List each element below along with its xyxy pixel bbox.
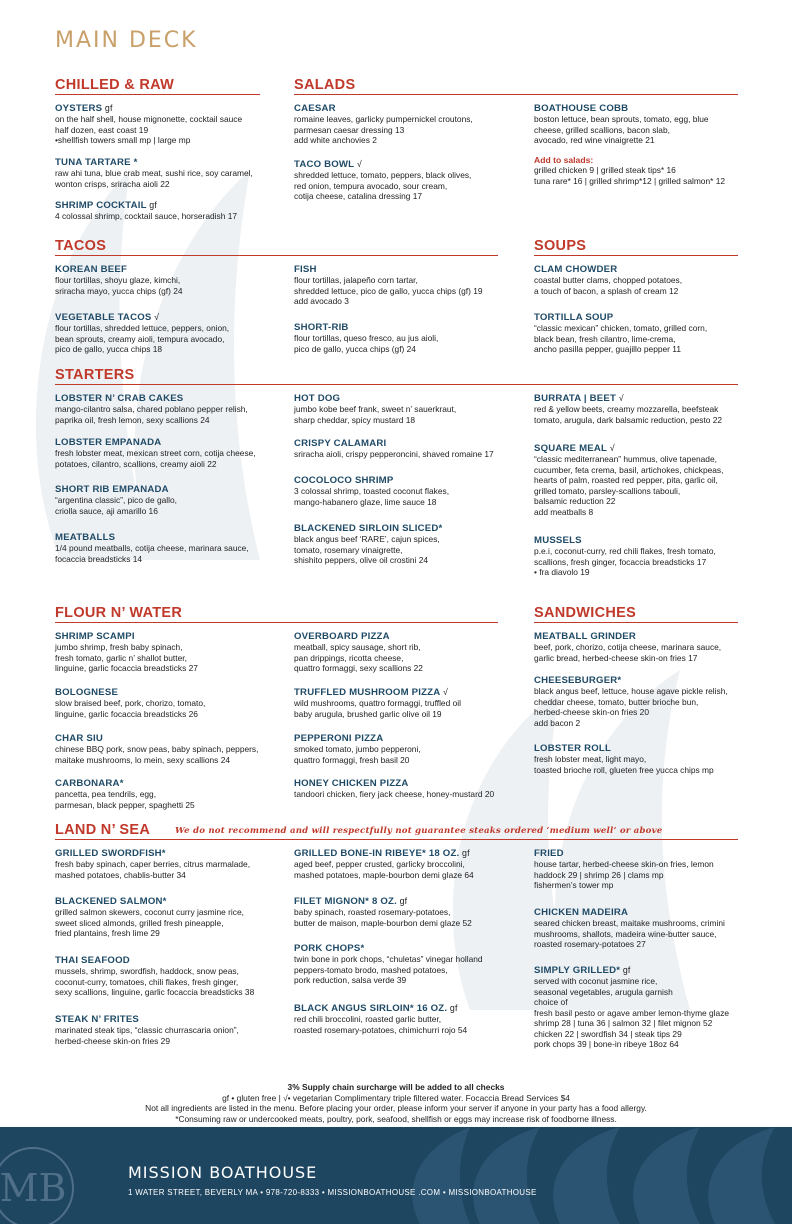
section-sandwiches: SANDWICHES [534,605,637,621]
menu-item: PORK CHOPS* twin bone in pork chops, “chuletas” vinegar holland peppers-tomato brodo, mashed potatoes, pork reduction, salsa verde 39 [294,943,483,985]
legend-note: gf • gluten free | √• vegetarian Complimentary triple filtered water. Focaccia Bread Services $4 [222,1092,570,1103]
menu-item: CARBONARA* pancetta, pea tendrils, egg, parmesan, black pepper, spaghetti 25 [55,778,195,810]
menu-item: BURRATA | BEET √ red & yellow beets, creamy mozzarella, beefsteak tomato, arugula, dark balsamic reduction, pesto 22 [534,393,723,425]
contact-line: 1 WATER STREET, BEVERLY MA • 978-720-8333 • MISSIONBOATHOUSE .COM • MISSIONBOATHOUSE [128,1188,537,1197]
footer-bar [0,1127,792,1224]
divider [55,839,738,840]
divider [55,384,738,385]
menu-item: MEATBALL GRINDER beef, pork, chorizo, cotija cheese, marinara sauce, garlic bread, herbed-cheese skin-on fries 17 [534,631,722,663]
divider [534,622,738,623]
divider [55,255,498,256]
menu-item: SHRIMP SCAMPI jumbo shrimp, fresh baby spinach, fresh tomato, garlic n’ shallot butter, linguine, garlic focaccia breadsticks 27 [55,631,198,673]
add-to-salads: Add to salads: grilled chicken 9 | grilled steak tips* 16 tuna rare* 16 | grilled shrimp*12 | grilled salmon* 12 [534,155,726,186]
menu-item: TRUFFLED MUSHROOM PIZZA √ wild mushrooms, quattro formaggi, truffled oil baby arugula, brushed garlic olive oil 19 [294,687,461,719]
section-chilled: CHILLED & RAW [55,77,175,93]
surcharge-note: 3% Supply chain surcharge will be added to all checks [287,1082,505,1092]
menu-item: CLAM CHOWDER coastal butter clams, chopped potatoes, a touch of bacon, a splash of cream 12 [534,264,683,296]
menu-item: COCOLOCO SHRIMP 3 colossal shrimp, toasted coconut flakes, mango-habanero glaze, lime sauce 18 [294,475,450,507]
divider [294,94,738,95]
menu-item: MUSSELS p.e.i, coconut-curry, red chili flakes, fresh tomato, scallions, fresh ginger, focaccia breadsticks 17 • fra diavolo 19 [534,535,716,577]
menu-item: CHICKEN MADEIRA seared chicken breast, maitake mushrooms, crimini mushrooms, shallots, madeira wine-butter sauce, roasted rosemary-potatoes 27 [534,907,725,949]
menu-item: OYSTERS gf on the half shell, house mignonette, cocktail sauce half dozen, east coast 19 •shellfish towers small mp | large mp [55,103,243,145]
menu-item: CHAR SIU chinese BBQ pork, snow peas, baby spinach, peppers, maitake mushrooms, lo mein, sexy scallions 24 [55,733,259,765]
steak-note: We do not recommend and will respectfully not guarantee steaks ordered ‘medium well’ or above [175,826,663,836]
menu-item: VEGETABLE TACOS √ flour tortillas, shredded lettuce, peppers, onion, bean sprouts, creamy aioli, tempura avocado, pico de gallo, yucca chips 18 [55,312,230,354]
menu-item: TUNA TARTARE * raw ahi tuna, blue crab meat, sushi rice, soy caramel, wonton crisps, sriracha aioli 22 [55,157,253,189]
menu-item: CRISPY CALAMARI sriracha aioli, crispy pepperoncini, shaved romaine 17 [294,438,494,459]
section-starters: STARTERS [55,367,135,383]
menu-item: BLACK ANGUS SIRLOIN* 16 OZ. gf red chili broccolini, roasted garlic butter, roasted rosemary-potatoes, chimichurri rojo 54 [294,1003,468,1035]
menu-item: CAESAR romaine leaves, garlicky pumpernickel croutons, parmesan caesar dressing 13 add white anchovies 2 [294,103,473,145]
footnotes [0,1082,792,1124]
raw-food-note: *Consuming raw or undercooked meats, poultry, pork, seafood, shellfish or eggs may increase risk of foodborne illness. [175,1113,617,1124]
menu-item: SHORT-RIB flour tortillas, queso fresco, au jus aioli, pico de gallo, yucca chips (gf) 24 [294,322,439,354]
menu-item: BOATHOUSE COBB boston lettuce, bean sprouts, tomato, egg, blue cheese, grilled scallions, bacon slab, avocado, red wine vinaigrette 21 [534,103,709,145]
divider [534,255,738,256]
section-tacos: TACOS [55,238,107,254]
menu-item: PEPPERONI PIZZA smoked tomato, jumbo pepperoni, quattro formaggi, fresh basil 20 [294,733,421,765]
menu-item: LOBSTER EMPANADA fresh lobster meat, mexican street corn, cotija cheese, potatoes, cilantro, scallions, creamy aioli 22 [55,437,256,469]
page-title: MAIN DECK [55,28,198,53]
menu-item: HOT DOG jumbo kobe beef frank, sweet n’ sauerkraut, sharp cheddar, spicy mustard 18 [294,393,457,425]
menu-item: GRILLED SWORDFISH* fresh baby spinach, caper berries, citrus marmalade, mashed potatoes, chablis-butter 34 [55,848,251,880]
menu-item: OVERBOARD PIZZA meatball, spicy sausage, short rib, pan drippings, ricotta cheese, quattro formaggi, sexy scallions 22 [294,631,423,673]
menu-item: KOREAN BEEF flour tortillas, shoyu glaze, kimchi, sriracha mayo, yucca chips (gf) 24 [55,264,183,296]
menu-item: GRILLED BONE-IN RIBEYE* 18 OZ. gf aged beef, pepper crusted, garlicky broccolini, mashed potatoes, maple-bourbon demi glaze 64 [294,848,474,880]
section-flour: FLOUR N’ WATER [55,605,183,621]
footer-sails [0,1127,792,1224]
menu-item: LOBSTER N’ CRAB CAKES mango-cilantro salsa, chared poblano pepper relish, paprika oil, fresh lemon, sexy scallions 24 [55,393,248,425]
allergy-note: Not all ingredients are listed in the menu. Before placing your order, please inform your server if anyone in your party has a food allergy. [145,1103,647,1113]
menu-item: THAI SEAFOOD mussels, shrimp, swordfish, haddock, snow peas, coconut-curry, tomatoes, chili flakes, fresh ginger, sexy scallions, linguine, garlic focaccia breadsticks 38 [55,955,255,997]
brand-logo: MB [0,1147,74,1224]
menu-item: BLACKENED SALMON* grilled salmon skewers, coconut curry jasmine rice, sweet sliced almonds, grilled fresh pineapple, fried plantains, fresh lime 29 [55,896,244,938]
section-soups: SOUPS [534,238,587,254]
menu-item: LOBSTER ROLL fresh lobster meat, light mayo, toasted brioche roll, glueten free yucca chips mp [534,743,714,775]
menu-item: TORTILLA SOUP “classic mexican” chicken, tomato, grilled corn, black bean, fresh cilantro, lime-crema, ancho pasilla pepper, guajillo pepper 11 [534,312,708,354]
menu-item: SIMPLY GRILLED* gf served with coconut jasmine rice, seasonal vegetables, arugula garnish choice of fresh basil pesto or agave amber lemon-thyme glaze shrimp 28 | tuna 36 | salmon 32 | filet mignon 52 chicken 22 | swordfish 34 | steak tips 29 pork chops 39 | bone-in ribeye 18oz 64 [534,965,730,1049]
menu-item: FRIED house tartar, herbed-cheese skin-on fries, lemon haddock 29 | shrimp 26 | clams mp fishermen’s tower mp [534,848,714,890]
menu-item: BOLOGNESE slow braised beef, pork, chorizo, tomato, linguine, garlic focaccia breadsticks 26 [55,687,206,719]
section-salads: SALADS [294,77,356,93]
menu-item: SHORT RIB EMPANADA “argentina classic”, pico de gallo, criolla sauce, aji amarillo 16 [55,484,177,516]
menu-item: SHRIMP COCKTAIL gf 4 colossal shrimp, cocktail sauce, horseradish 17 [55,200,238,221]
menu-item: MEATBALLS 1/4 pound meatballs, cotija cheese, marinara sauce, focaccia breadsticks 14 [55,532,249,564]
menu-item: BLACKENED SIRLOIN SLICED* black angus beef ‘RARE’, cajun spices, tomato, rosemary vinaigrette, shishito peppers, olive oil crostini 24 [294,523,443,565]
menu-item: TACO BOWL √ shredded lettuce, tomato, peppers, black olives, red onion, tempura avocado, sour cream, cotija cheese, catalina dressing 17 [294,159,472,201]
menu-item: STEAK N’ FRITES marinated steak tips, “classic churrascaria onion”, herbed-cheese skin-on fries 29 [55,1014,239,1046]
menu-item: CHEESEBURGER* black angus beef, lettuce, house agave pickle relish, cheddar cheese, tomato, butter brioche bun, herbed-cheese skin-on fries 20 add bacon 2 [534,675,728,728]
brand-name: MISSION BOATHOUSE [128,1163,318,1182]
divider [55,622,498,623]
menu-item: FISH flour tortillas, jalapeño corn tartar, shredded lettuce, pico de gallo, yucca chips (gf) 19 add avocado 3 [294,264,483,306]
divider [55,94,260,95]
menu-item: SQUARE MEAL √ “classic mediterranean” hummus, olive tapenade, cucumber, feta crema, basil, artichokes, chickpeas, hearts of palm, roasted red pepper, pita, garlic oil, grilled tomato, parsley-scallions tabouli, balsamic reduction 22 add meatballs 8 [534,443,724,517]
menu-item: HONEY CHICKEN PIZZA tandoori chicken, fiery jack cheese, honey-mustard 20 [294,778,495,799]
menu-item: FILET MIGNON* 8 OZ. gf baby spinach, roasted rosemary-potatoes, butter de maison, maple-bourbon demi glaze 52 [294,896,472,928]
section-landsea: LAND N’ SEA [55,822,151,838]
